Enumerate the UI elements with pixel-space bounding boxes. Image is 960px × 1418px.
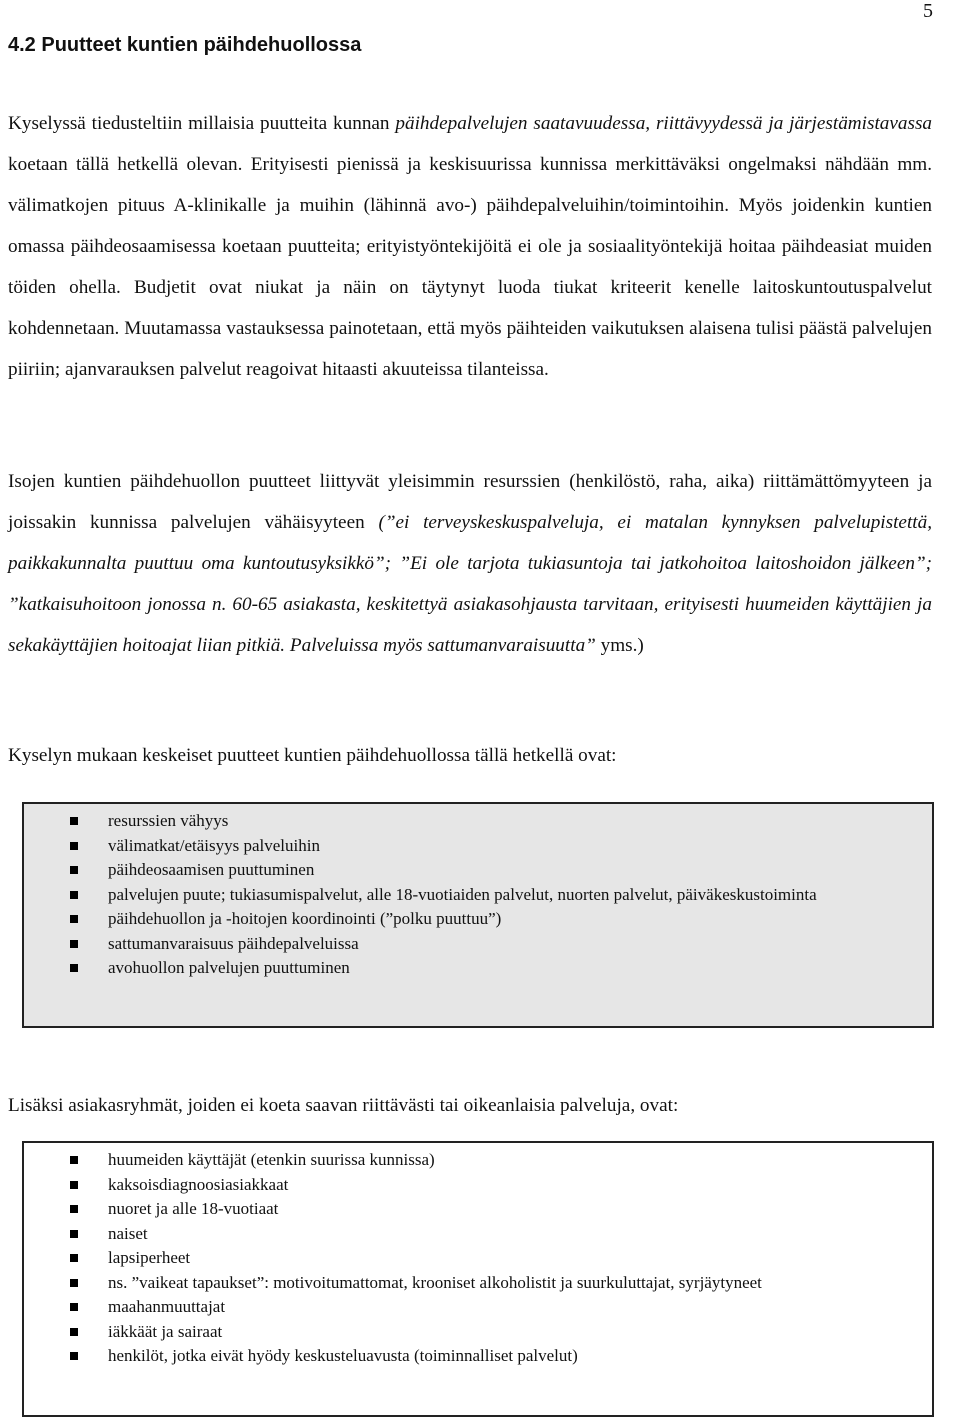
square-bullet-icon xyxy=(70,1230,78,1238)
list-item xyxy=(24,1197,932,1222)
list-item-text: iäkkäät ja sairaat xyxy=(108,1321,223,1341)
list-item xyxy=(24,858,932,883)
square-bullet-icon xyxy=(70,1254,78,1262)
list-intro-client-groups: Lisäksi asiakasryhmät, joiden ei koeta saavan riittävästi tai oikeanlaisia palveluja, ovat: xyxy=(8,1095,679,1116)
square-bullet-icon xyxy=(70,1205,78,1213)
square-bullet-icon xyxy=(70,1279,78,1287)
paragraph-large-municipalities xyxy=(8,461,932,666)
square-bullet-icon xyxy=(70,964,78,972)
client-groups-list xyxy=(24,1148,932,1369)
list-item-text: palvelujen puute; tukiasumispalvelut, alle 18-vuotiaiden palvelut, nuorten palvelut, päiväkeskustoiminta xyxy=(108,884,817,904)
client-groups-box xyxy=(22,1141,934,1417)
list-item xyxy=(24,1344,932,1369)
text-run: yms.) xyxy=(595,635,644,656)
square-bullet-icon xyxy=(70,866,78,874)
italic-text-run: (”ei terveyskeskuspalveluja, ei matalan kynnyksen palvelupistettä, paikkakunnalta puuttuu oma kuntoutusyksikkö”; ”Ei ole tarjota tukiasuntoja tai jatkohoitoa laitoshoidon jälkeen”; ”katkaisuhoitoon jonossa n. 60-65 asiakasta, keskitettyä asiakasohjausta tarvitaan, erityisesti huumeiden käyttäjien ja sekakäyttäjien hoitoajat liian pitkiä. Palveluissa myös sattumanvaraisuutta” xyxy=(8,512,932,656)
list-item-text: huumeiden käyttäjät (etenkin suurissa kunnissa) xyxy=(108,1150,435,1169)
list-item-text: avohuollon palvelujen puuttuminen xyxy=(108,958,350,977)
square-bullet-icon xyxy=(70,1181,78,1189)
list-item xyxy=(24,1222,932,1247)
list-item-text: päihdehuollon ja -hoitojen koordinointi (”polku puuttuu”) xyxy=(108,909,502,928)
list-item-text: nuoret ja alle 18-vuotiaat xyxy=(108,1199,279,1218)
paragraph-shortcomings-survey xyxy=(8,103,932,390)
list-item xyxy=(24,956,932,981)
square-bullet-icon xyxy=(70,1303,78,1311)
list-item xyxy=(24,1320,932,1345)
list-item xyxy=(24,1173,932,1198)
square-bullet-icon xyxy=(70,1352,78,1360)
list-item-text: resurssien vähyys xyxy=(108,811,229,830)
list-item xyxy=(24,834,932,859)
shortcomings-list xyxy=(24,809,932,981)
text-run: Isojen kuntien päihdehuollon puutteet liittyvät yleisimmin resurssien (henkilöstö, raha, aika) riittämättömyyteen ja joissakin kunnissa palvelujen vähäisyyteen xyxy=(8,471,932,533)
list-item-text: lapsiperheet xyxy=(108,1248,191,1267)
list-item-text: henkilöt, jotka eivät hyödy keskusteluavusta (toiminnalliset palvelut) xyxy=(108,1346,578,1365)
list-item xyxy=(24,1148,932,1173)
list-item-text: päihdeosaamisen puuttuminen xyxy=(108,860,315,879)
text-run: Kyselyssä tiedusteltiin millaisia puutteita kunnan xyxy=(8,113,396,134)
list-item xyxy=(24,1246,932,1271)
list-item-text: ns. ”vaikeat tapaukset”: motivoitumattomat, krooniset alkoholistit ja suurkuluttajat, syrjäytyneet xyxy=(108,1272,762,1292)
square-bullet-icon xyxy=(70,1156,78,1164)
italic-text-run: päihdepalvelujen saatavuudessa, riittävyydessä ja järjestämistavassa xyxy=(395,113,933,134)
shortcomings-box xyxy=(22,802,934,1028)
list-intro-shortcomings: Kyselyn mukaan keskeiset puutteet kuntien päihdehuollossa tällä hetkellä ovat: xyxy=(8,745,617,766)
list-item-text: välimatkat/etäisyys palveluihin xyxy=(108,835,320,855)
square-bullet-icon xyxy=(70,915,78,923)
list-item-text: kaksoisdiagnoosiasiakkaat xyxy=(108,1174,289,1194)
list-item xyxy=(24,1295,932,1320)
page-number: 5 xyxy=(923,0,933,22)
square-bullet-icon xyxy=(70,891,78,899)
list-item-text: sattumanvaraisuus päihdepalveluissa xyxy=(108,933,359,953)
list-item xyxy=(24,1271,932,1296)
list-item xyxy=(24,883,932,908)
list-item xyxy=(24,932,932,957)
section-heading: 4.2 Puutteet kuntien päihdehuollossa xyxy=(8,34,362,56)
square-bullet-icon xyxy=(70,940,78,948)
list-item-text: naiset xyxy=(108,1223,148,1243)
list-item-text: maahanmuuttajat xyxy=(108,1297,226,1316)
list-item xyxy=(24,809,932,834)
square-bullet-icon xyxy=(70,842,78,850)
list-item xyxy=(24,907,932,932)
text-run: koetaan tällä hetkellä olevan. Erityisesti pienissä ja keskisuurissa kunnissa merkittäväksi ongelmaksi nähdään mm. välimatkojen pituus A-klinikalle ja muihin (lähinnä avo-) päihdepalveluihin/toimintoihin. Myös joidenkin kuntien omassa päihdeosaamisessa koetaan puutteita; erityistyöntekijöitä ei ole ja sosiaalityöntekijä hoitaa päihdeasiat muiden töiden ohella. Budjetit ovat niukat ja näin on täytynyt luoda tiukat kriteerit kenelle laitoskuntoutuspalvelut kohdennetaan. Muutamassa vastauksessa painotetaan, että myös päihteiden vaikutuksen alaisena tulisi päästä palvelujen piiriin; ajanvarauksen palvelut reagoivat hitaasti akuuteissa tilanteissa. xyxy=(8,154,932,380)
square-bullet-icon xyxy=(70,817,78,825)
square-bullet-icon xyxy=(70,1328,78,1336)
